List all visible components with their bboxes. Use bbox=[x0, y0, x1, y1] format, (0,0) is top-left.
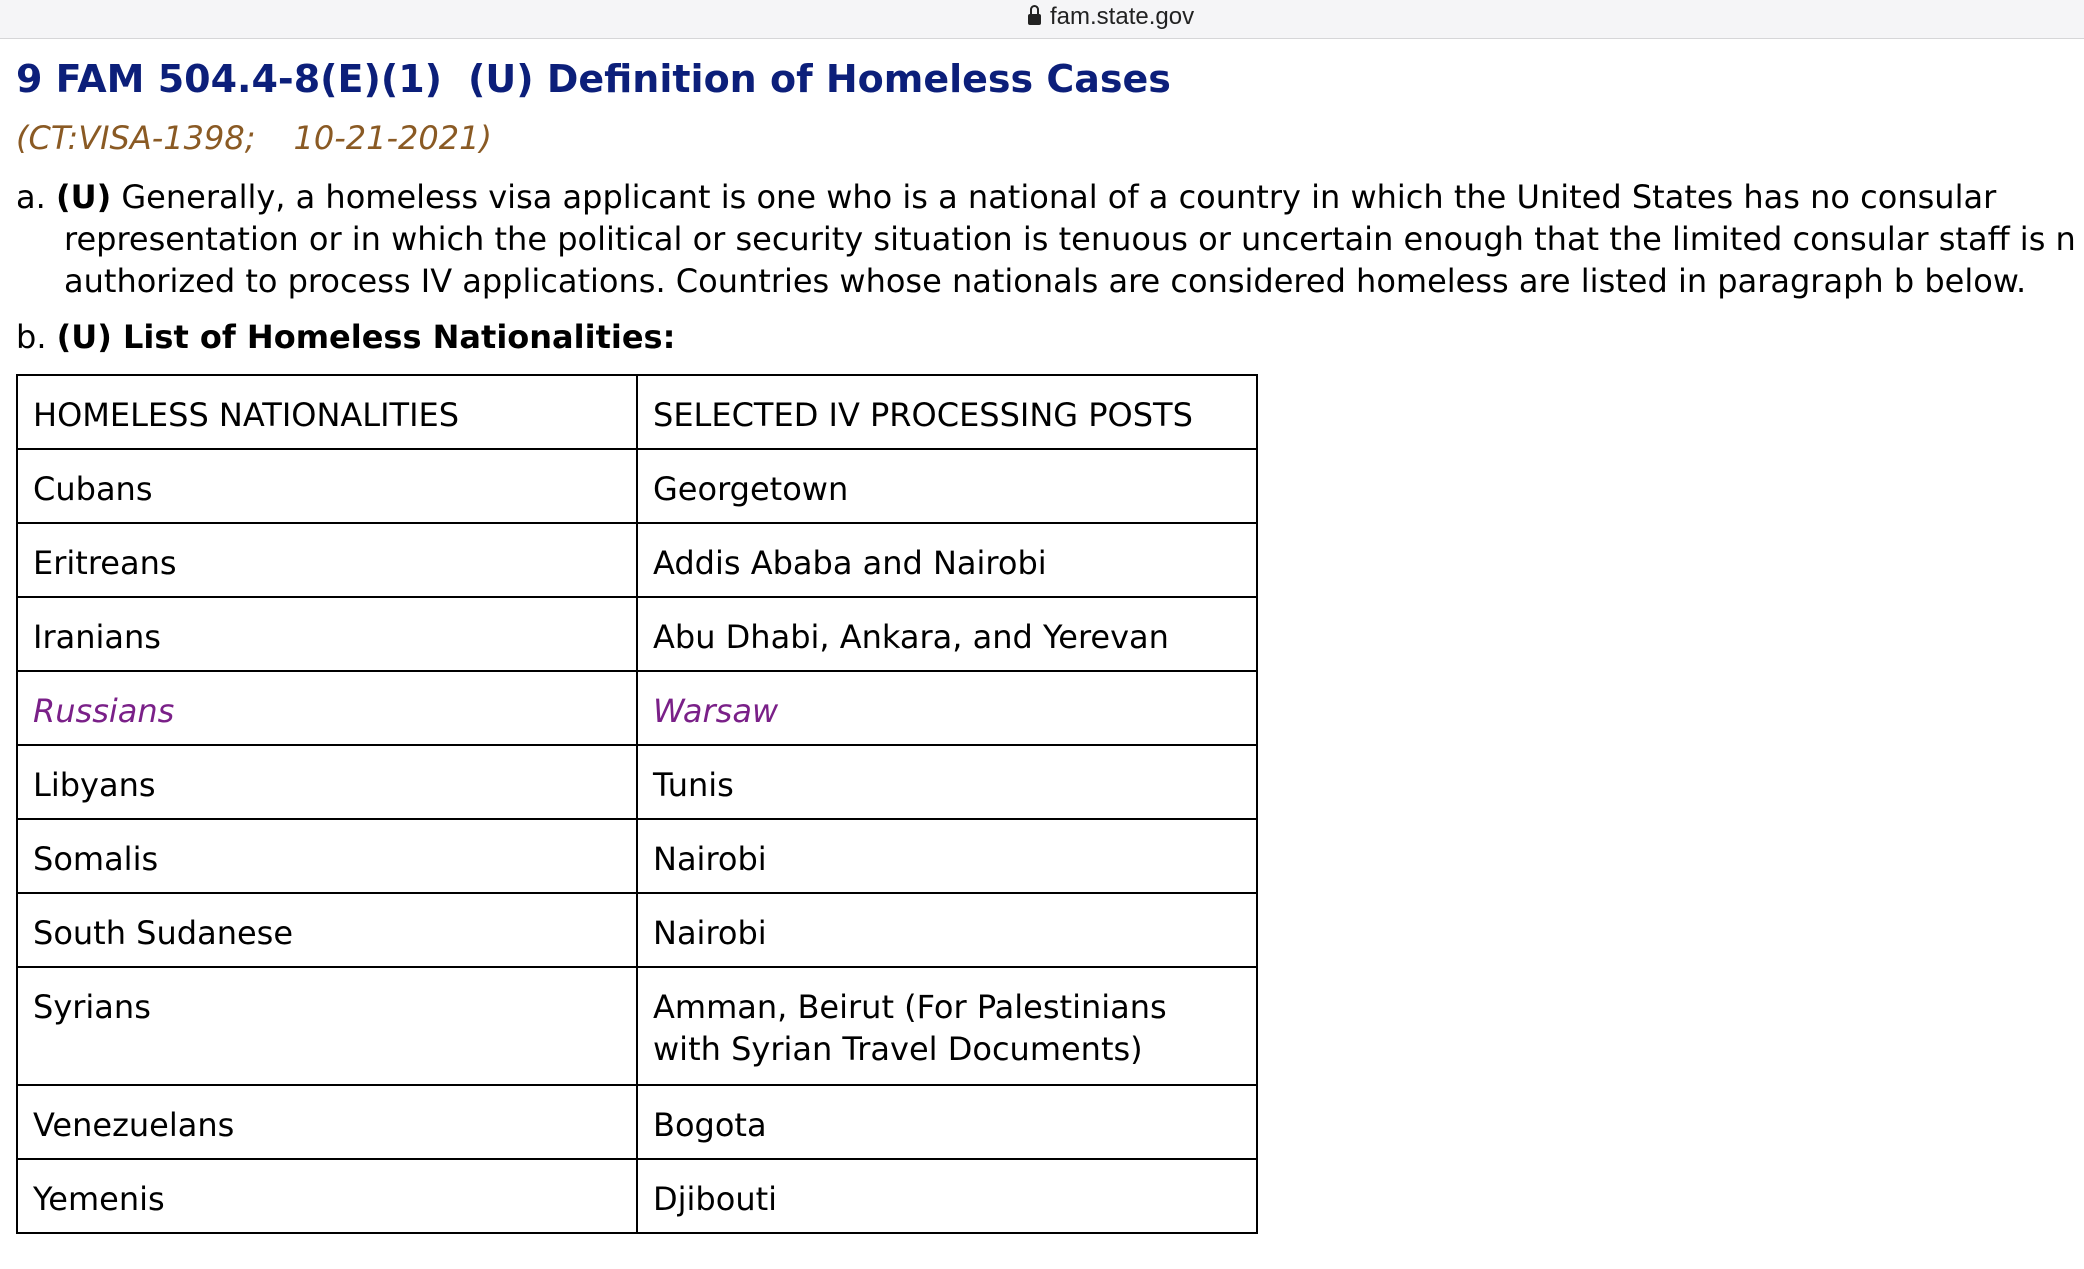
lock-icon bbox=[1028, 11, 1041, 28]
paragraph-b bbox=[16, 318, 675, 356]
paragraph-b-label: b. bbox=[16, 318, 47, 356]
change-transmittal bbox=[16, 119, 492, 157]
posts-cell: Nairobi bbox=[637, 893, 1257, 967]
posts-cell: Addis Ababa and Nairobi bbox=[637, 523, 1257, 597]
table-row bbox=[17, 1159, 1257, 1233]
table-row bbox=[17, 819, 1257, 893]
table-row bbox=[17, 967, 1257, 1085]
title-code: 9 FAM 504.4-8(E)(1) bbox=[16, 57, 442, 101]
table-row-updated bbox=[17, 671, 1257, 745]
title-text: (U) Definition of Homeless Cases bbox=[468, 57, 1171, 101]
paragraph-a-text-1: Generally, a homeless visa applicant is one who is a national of a country in which the United States has no consular bbox=[121, 178, 1997, 216]
url-text: fam.state.gov bbox=[1050, 3, 1195, 30]
table-row bbox=[17, 893, 1257, 967]
page-title bbox=[16, 57, 1171, 101]
posts-cell: Bogota bbox=[637, 1085, 1257, 1159]
nationality-cell: Venezuelans bbox=[17, 1085, 637, 1159]
paragraph-a-line-1 bbox=[16, 176, 2084, 218]
paragraph-a-line-2: representation or in which the political or security situation is tenuous or uncertain enough that the limited consular staff is n bbox=[64, 220, 2076, 258]
nationality-cell: Yemenis bbox=[17, 1159, 637, 1233]
paragraph-a-label: a. bbox=[16, 178, 46, 216]
posts-cell: Tunis bbox=[637, 745, 1257, 819]
header-posts: SELECTED IV PROCESSING POSTS bbox=[637, 375, 1257, 449]
posts-cell: Abu Dhabi, Ankara, and Yerevan bbox=[637, 597, 1257, 671]
ct-code: (CT:VISA-1398; bbox=[16, 119, 256, 157]
ct-date: 10-21-2021) bbox=[293, 119, 492, 157]
nationality-cell: Syrians bbox=[17, 967, 637, 1085]
nationality-cell: South Sudanese bbox=[17, 893, 637, 967]
homeless-nationalities-table bbox=[16, 374, 1258, 1234]
nationality-cell: Somalis bbox=[17, 819, 637, 893]
nationality-cell: Eritreans bbox=[17, 523, 637, 597]
paragraph-b-heading: (U) List of Homeless Nationalities: bbox=[56, 318, 676, 356]
posts-cell bbox=[637, 967, 1257, 1085]
posts-cell: Georgetown bbox=[637, 449, 1257, 523]
nationality-cell: Libyans bbox=[17, 745, 637, 819]
posts-cell: Djibouti bbox=[637, 1159, 1257, 1233]
header-nationalities: HOMELESS NATIONALITIES bbox=[17, 375, 637, 449]
browser-address-bar[interactable] bbox=[0, 0, 2084, 39]
paragraph-a bbox=[16, 176, 2084, 302]
paragraph-a-line-3: authorized to process IV applications. Countries whose nationals are considered homeless are listed in paragraph b below. bbox=[64, 262, 2027, 300]
table-row bbox=[17, 1085, 1257, 1159]
posts-cell: Warsaw bbox=[637, 671, 1257, 745]
url-display[interactable] bbox=[1028, 2, 1194, 32]
table-row bbox=[17, 597, 1257, 671]
posts-line: with Syrian Travel Documents) bbox=[653, 1030, 1143, 1068]
table-row bbox=[17, 523, 1257, 597]
paragraph-a-marking: (U) bbox=[55, 178, 112, 216]
nationality-cell: Iranians bbox=[17, 597, 637, 671]
nationality-cell: Russians bbox=[17, 671, 637, 745]
nationality-cell: Cubans bbox=[17, 449, 637, 523]
table-header-row bbox=[17, 375, 1257, 449]
table-row bbox=[17, 449, 1257, 523]
posts-cell: Nairobi bbox=[637, 819, 1257, 893]
table-row bbox=[17, 745, 1257, 819]
posts-line: Amman, Beirut (For Palestinians bbox=[653, 988, 1167, 1026]
